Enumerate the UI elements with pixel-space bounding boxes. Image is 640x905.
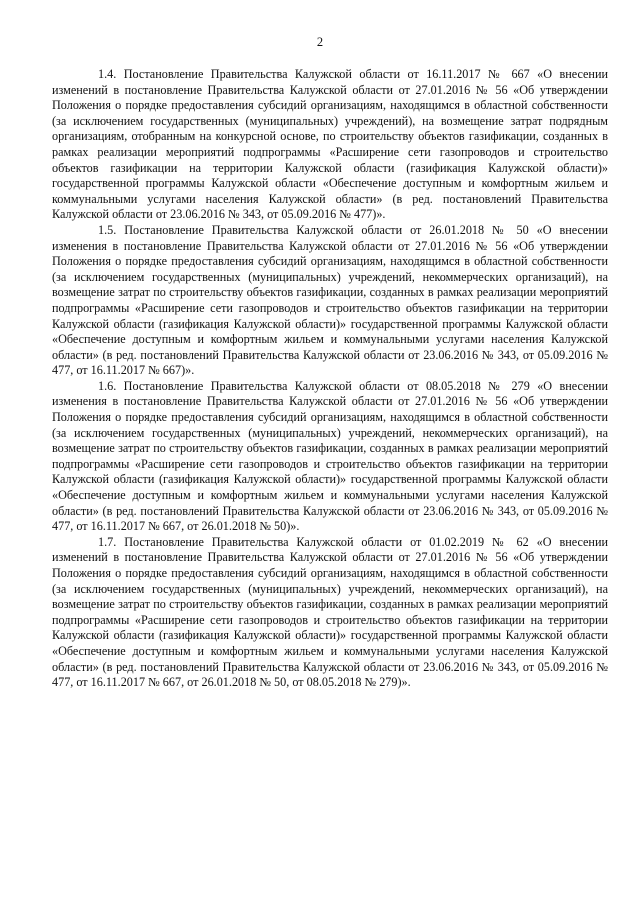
- paragraph-1-4: 1.4. Постановление Правительства Калужской области от 16.11.2017 № 667 «О внесении изменений в постановление Правительства Калужской области от 27.01.2016 № 56 «Об утверждении Положения о порядке предоставления субсидий организациям, находящимся в областной собственности (за исключением государственных (муниципальных) учреждений), на возмещение затрат подрядным организациям, отобранным на конкурсной основе, по строительству объектов газификации, созданных в рамках реализации мероприятий подпрограммы «Расширение сети газопроводов и строительство объектов газификации на территории Калужской области (газификация Калужской области)» государственной программы Калужской области «Обеспечение доступным и комфортным жильем и коммунальными услугами населения Калужской области» (в ред. постановлений Правительства Калужской области от 23.06.2016 № 343, от 05.09.2016 № 477)».: [52, 67, 608, 222]
- paragraph-1-5: 1.5. Постановление Правительства Калужской области от 26.01.2018 № 50 «О внесении изменения в постановление Правительства Калужской области от 27.01.2016 № 56 «Об утверждении Положения о порядке предоставления субсидий организациям, находящимся в областной собственности (за исключением государственных (муниципальных) учреждений, некоммерческих организаций), на возмещение затрат по строительству объектов газификации, созданных в рамках реализации мероприятий подпрограммы «Расширение сети газопроводов и строительство объектов газификации на территории Калужской области (газификация Калужской области)» государственной программы Калужской области «Обеспечение доступным и комфортным жильем и коммунальными услугами населения Калужской области» (в ред. постановлений Правительства Калужской области от 23.06.2016 № 343, от 05.09.2016 № 477, от 16.11.2017 № 667)».: [52, 222, 608, 378]
- document-body: [52, 67, 608, 691]
- paragraph-1-7: 1.7. Постановление Правительства Калужской области от 01.02.2019 № 62 «О внесении изменений в постановление Правительства Калужской области от 27.01.2016 № 56 «Об утверждении Положения о порядке предоставления субсидий организациям, находящимся в областной собственности (за исключением государственных (муниципальных) учреждений, некоммерческих организаций), на возмещение затрат по строительству объектов газификации, созданных в рамках реализации мероприятий подпрограммы «Расширение сети газопроводов и строительство объектов газификации на территории Калужской области (газификация Калужской области)» государственной программы Калужской области «Обеспечение доступным и комфортным жильем и коммунальными услугами населения Калужской области» (в ред. постановлений Правительства Калужской области от 23.06.2016 № 343, от 05.09.2016 № 477, от 16.11.2017 № 667, от 26.01.2018 № 50, от 08.05.2018 № 279)».: [52, 534, 608, 690]
- paragraph-1-6: 1.6. Постановление Правительства Калужской области от 08.05.2018 № 279 «О внесении изменения в постановление Правительства Калужской области от 27.01.2016 № 56 «Об утверждении Положения о порядке предоставления субсидий организациям, находящимся в областной собственности (за исключением государственных (муниципальных) учреждений, некоммерческих организаций), на возмещение затрат по строительству объектов газификации, созданных в рамках реализации мероприятий подпрограммы «Расширение сети газопроводов и строительство объектов газификации на территории Калужской области (газификация Калужской области)» государственной программы Калужской области «Обеспечение доступным и комфортным жильем и коммунальными услугами населения Калужской области» (в ред. постановлений Правительства Калужской области от 23.06.2016 № 343, от 05.09.2016 № 477, от 16.11.2017 № 667, от 26.01.2018 № 50)».: [52, 378, 608, 534]
- page-number: 2: [316, 35, 324, 49]
